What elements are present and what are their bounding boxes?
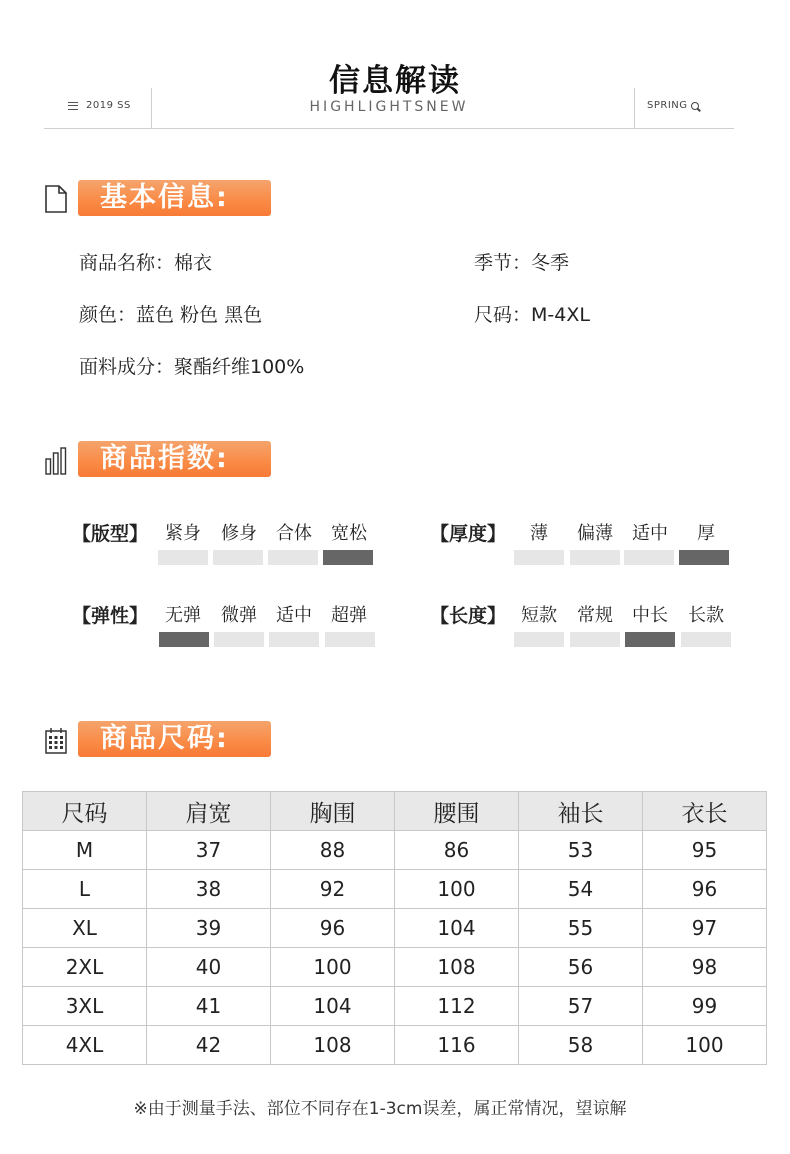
search-icon[interactable] [691,102,699,110]
index-elasticity-bar [269,632,319,647]
table-cell: 56 [519,948,643,987]
table-cell: 57 [519,987,643,1026]
table-row [23,909,767,948]
table-cell: 88 [271,831,395,870]
table-cell: 100 [643,1026,767,1065]
page-title: 信息解读 [329,63,461,99]
index-length-bar-selected [625,632,675,647]
index-thickness-bar [514,550,564,565]
index-fit-option: 合体 [276,523,312,544]
bar-chart-icon [44,445,68,475]
table-cell: 108 [395,948,519,987]
index-fit-bar [213,550,263,565]
table-cell: 2XL [23,948,147,987]
table-header-cell: 袖长 [519,792,643,831]
header-right-label: SPRING [647,100,688,111]
table-row [23,948,767,987]
index-fit-bar [268,550,318,565]
table-header-cell: 肩宽 [147,792,271,831]
index-elasticity-bar [214,632,264,647]
index-thickness-bar [624,550,674,565]
section-index-title: 商品指数: [78,441,271,477]
section-basic-header [44,180,284,218]
index-elasticity-bar-selected [159,632,209,647]
table-cell: M [23,831,147,870]
index-thickness-option: 厚 [697,523,715,544]
table-cell: 4XL [23,1026,147,1065]
index-length-bar [570,632,620,647]
index-length-bar [514,632,564,647]
header-center-label: HIGHLIGHTSNEW [309,99,469,115]
table-cell: L [23,870,147,909]
table-cell: 42 [147,1026,271,1065]
table-cell: 55 [519,909,643,948]
table-cell: 86 [395,831,519,870]
index-fit-option: 宽松 [331,523,367,544]
index-fit-bar-selected [323,550,373,565]
measurement-note: ※由于测量手法、部位不同存在1-3cm误差，属正常情况，望谅解 [133,1099,627,1119]
table-cell: XL [23,909,147,948]
table-header-cell: 尺码 [23,792,147,831]
table-cell: 104 [271,987,395,1026]
header-divider-right [634,88,635,128]
document-icon [44,184,68,214]
table-cell: 100 [395,870,519,909]
index-length-option: 短款 [521,605,557,626]
header-left-label: 2019 SS [86,100,131,111]
info-product-name: 商品名称：棉衣 [79,252,213,274]
index-elasticity-option: 微弹 [221,605,257,626]
index-thickness-bar [570,550,620,565]
table-cell: 99 [643,987,767,1026]
table-cell: 96 [643,870,767,909]
index-length-option: 中长 [632,605,668,626]
index-thickness-option: 适中 [632,523,668,544]
index-elasticity-option: 适中 [276,605,312,626]
index-length-bar [681,632,731,647]
size-table [22,791,767,1065]
table-cell: 54 [519,870,643,909]
index-fit-bar [158,550,208,565]
table-cell: 37 [147,831,271,870]
index-fit-option: 紧身 [165,523,201,544]
table-cell: 97 [643,909,767,948]
table-cell: 92 [271,870,395,909]
index-thickness-option: 偏薄 [577,523,613,544]
index-thickness-bar-selected [679,550,729,565]
index-fit-title: 【版型】 [72,523,149,545]
table-cell: 98 [643,948,767,987]
info-fabric: 面料成分：聚酯纤维100% [79,356,305,378]
info-season: 季节：冬季 [474,252,570,274]
header-right[interactable] [647,100,699,111]
table-header-row [23,792,767,831]
index-thickness-title: 【厚度】 [430,523,507,545]
info-size-range: 尺码：M-4XL [474,304,590,326]
table-cell: 116 [395,1026,519,1065]
table-cell: 100 [271,948,395,987]
section-basic-title: 基本信息: [78,180,271,216]
section-size-title: 商品尺码: [78,721,271,757]
calendar-icon [44,725,68,755]
table-cell: 40 [147,948,271,987]
index-elasticity-title: 【弹性】 [72,605,149,627]
index-elasticity-option: 超弹 [331,605,367,626]
table-cell: 104 [395,909,519,948]
index-elasticity-bar [325,632,375,647]
table-row [23,831,767,870]
table-row [23,987,767,1026]
table-cell: 112 [395,987,519,1026]
index-fit-option: 修身 [221,523,257,544]
table-header-cell: 衣长 [643,792,767,831]
table-header-cell: 腰围 [395,792,519,831]
table-cell: 108 [271,1026,395,1065]
table-cell: 96 [271,909,395,948]
info-color: 颜色：蓝色 粉色 黑色 [79,304,263,326]
section-index-header [44,441,284,479]
table-cell: 39 [147,909,271,948]
index-length-option: 长款 [688,605,724,626]
table-cell: 3XL [23,987,147,1026]
table-header-cell: 胸围 [271,792,395,831]
section-size-header [44,721,284,759]
index-elasticity-option: 无弹 [165,605,201,626]
table-cell: 53 [519,831,643,870]
table-cell: 95 [643,831,767,870]
table-row [23,870,767,909]
header-bar [44,88,734,129]
table-cell: 58 [519,1026,643,1065]
index-length-title: 【长度】 [430,605,507,627]
table-cell: 41 [147,987,271,1026]
index-length-option: 常规 [577,605,613,626]
index-thickness-option: 薄 [530,523,548,544]
table-row [23,1026,767,1065]
table-cell: 38 [147,870,271,909]
